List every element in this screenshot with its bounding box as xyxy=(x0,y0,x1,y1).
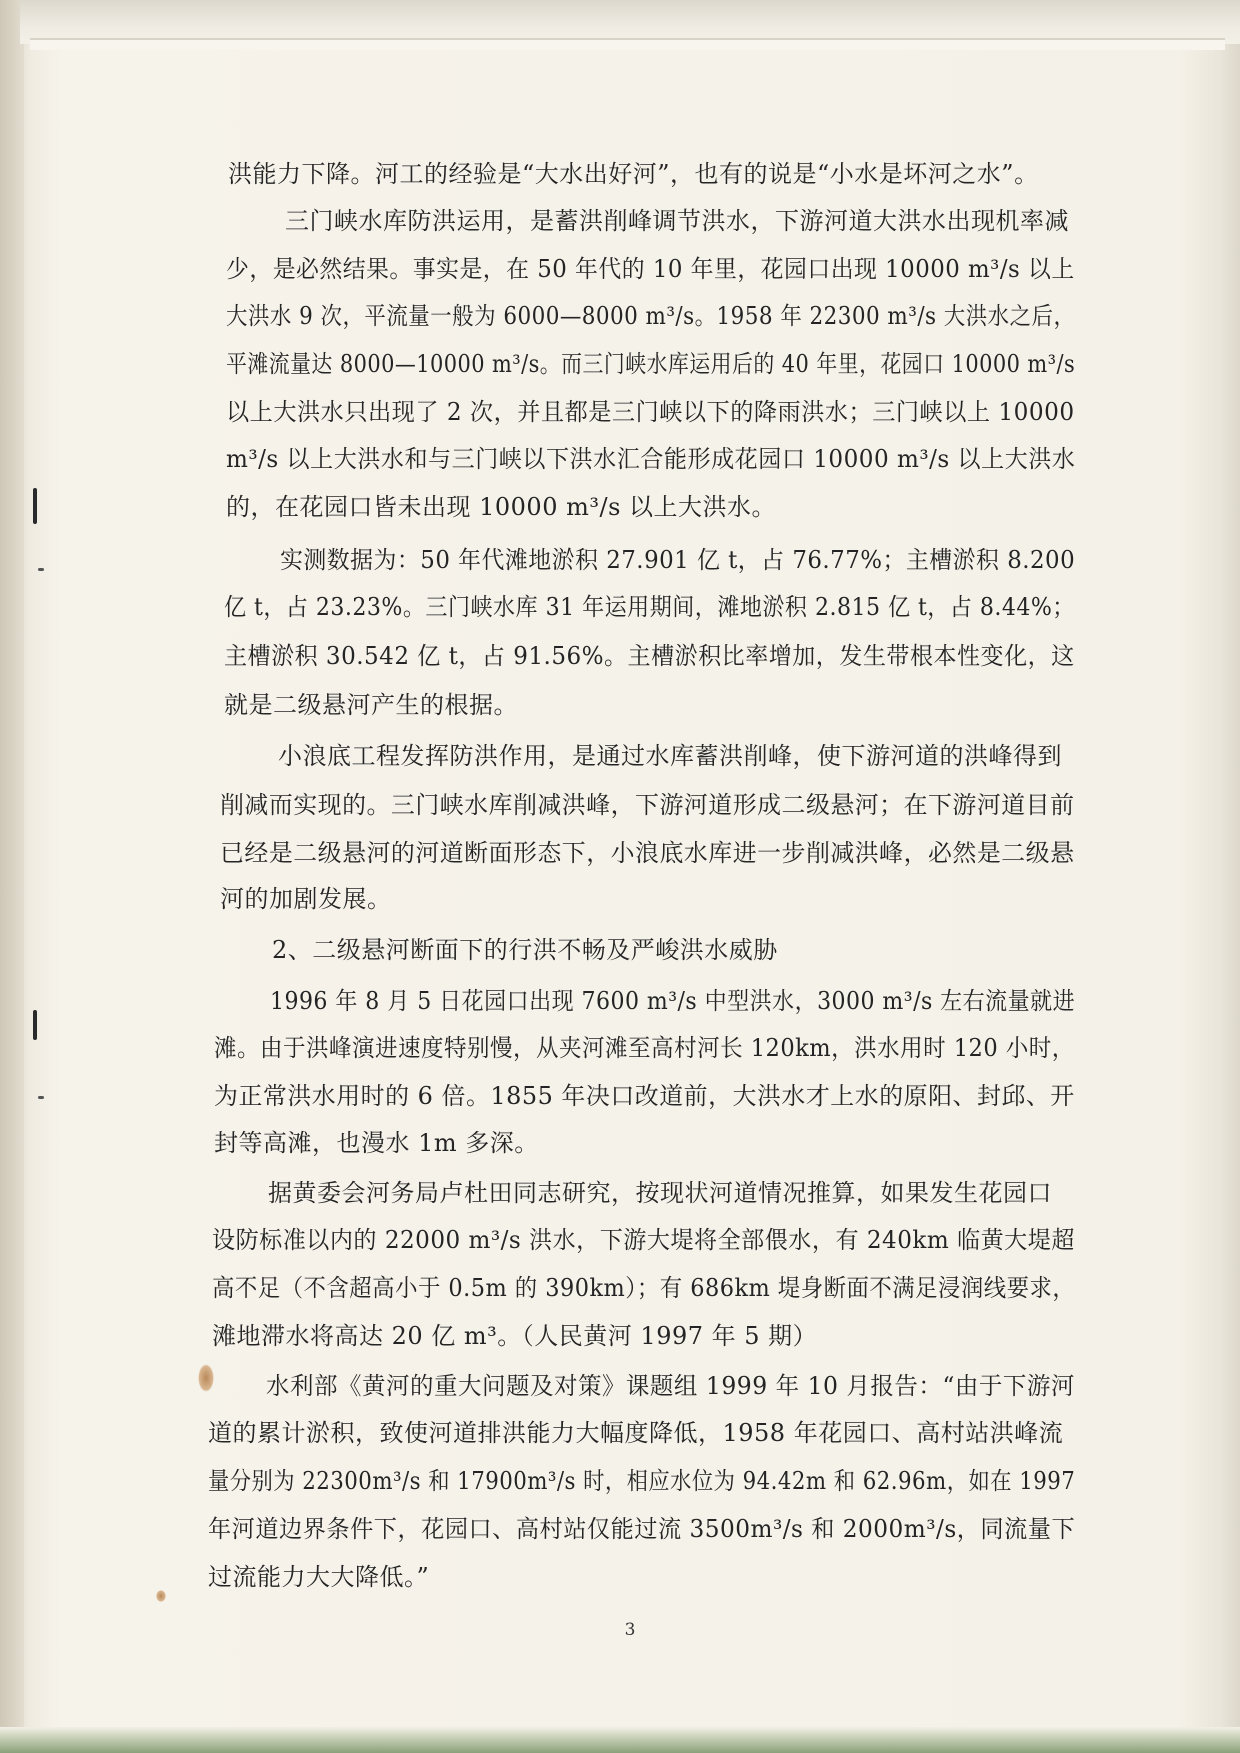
text-line: 河的加剧发展。 xyxy=(220,885,392,913)
text-line: 过流能力大大降低。” xyxy=(208,1563,430,1591)
text-line: 年河道边界条件下，花园口、高村站仅能过流 3500m³/s 和 2000m³/s，同流量下 xyxy=(208,1515,1076,1543)
text-line: 大洪水 9 次，平流量一般为 6000—8000 m³/s。1958 年 22300 m³/s 大洪水之后， xyxy=(226,302,1076,330)
text-line: 1996 年 8 月 5 日花园口出现 7600 m³/s 中型洪水，3000 m³/s 左右流量就进 xyxy=(270,987,1076,1015)
text-line: 封等高滩，也漫水 1m 多深。 xyxy=(214,1129,539,1157)
text-line: 为正常洪水用时的 6 倍。1855 年决口改道前，大洪水才上水的原阳、封邱、开 xyxy=(214,1082,1075,1110)
text-line: 就是二级悬河产生的根据。 xyxy=(224,691,518,719)
text-line: 已经是二级悬河的河道断面形态下，小浪底水库进一步削减洪峰，必然是二级悬 xyxy=(220,839,1075,867)
text-line: 滩。由于洪峰演进速度特别慢，从夹河滩至高村河长 120km，洪水用时 120 小时， xyxy=(214,1034,1075,1062)
text-line: 平滩流量达 8000—10000 m³/s。而三门峡水库运用后的 40 年里，花园口 10000 m³/s xyxy=(226,350,1076,378)
text-line: 滩地滞水将高达 20 亿 m³。（人民黄河 1997 年 5 期） xyxy=(212,1322,818,1350)
section-heading: 2、二级悬河断面下的行洪不畅及严峻洪水威胁 xyxy=(272,936,778,964)
text-line: 削减而实现的。三门峡水库削减洪峰，下游河道形成二级悬河；在下游河道目前 xyxy=(220,791,1075,819)
text-line: 以上大洪水只出现了 2 次，并且都是三门峡以下的降雨洪水；三门峡以上 10000 xyxy=(226,398,1075,426)
text-line: 实测数据为：50 年代滩地淤积 27.901 亿 t，占 76.77%；主槽淤积 8.200 xyxy=(280,546,1076,574)
text-line: 洪能力下降。河工的经验是“大水出好河”，也有的说是“小水是坏河之水”。 xyxy=(228,160,1039,188)
text-line: 亿 t，占 23.23%。三门峡水库 31 年运用期间，滩地淤积 2.815 亿 t，占 8.44%； xyxy=(224,593,1075,621)
text-line: 的，在花园口皆未出现 10000 m³/s 以上大洪水。 xyxy=(226,493,777,521)
text-line: 道的累计淤积，致使河道排洪能力大幅度降低，1958 年花园口、高村站洪峰流 xyxy=(208,1419,1064,1447)
text-line: 水利部《黄河的重大问题及对策》课题组 1999 年 10 月报告：“由于下游河 xyxy=(266,1372,1075,1400)
text-line: 量分别为 22300m³/s 和 17900m³/s 时，相应水位为 94.42m 和 62.96m，如在 1997 xyxy=(208,1467,1076,1495)
text-line: 少，是必然结果。事实是，在 50 年代的 10 年里，花园口出现 10000 m³/s 以上 xyxy=(226,255,1075,283)
text-line: 三门峡水库防洪运用，是蓄洪削峰调节洪水，下游河道大洪水出现机率减 xyxy=(285,207,1069,235)
text-line: 高不足（不含超高小于 0.5m 的 390km）；有 686km 堤身断面不满足浸润线要求， xyxy=(212,1274,1076,1302)
page-number: 3 xyxy=(624,1620,636,1640)
text-line: 主槽淤积 30.542 亿 t，占 91.56%。主槽淤积比率增加，发生带根本性变化，这 xyxy=(224,642,1075,670)
text-line: 设防标准以内的 22000 m³/s 洪水，下游大堤将全部偎水，有 240km 临黄大堤超 xyxy=(212,1226,1075,1254)
text-line: m³/s 以上大洪水和与三门峡以下洪水汇合能形成花园口 10000 m³/s 以上大洪水 xyxy=(226,445,1076,473)
text-line: 小浪底工程发挥防洪作用，是通过水库蓄洪削峰，使下游河道的洪峰得到 xyxy=(278,742,1062,770)
text-line: 据黄委会河务局卢杜田同志研究，按现状河道情况推算，如果发生花园口 xyxy=(268,1179,1052,1207)
